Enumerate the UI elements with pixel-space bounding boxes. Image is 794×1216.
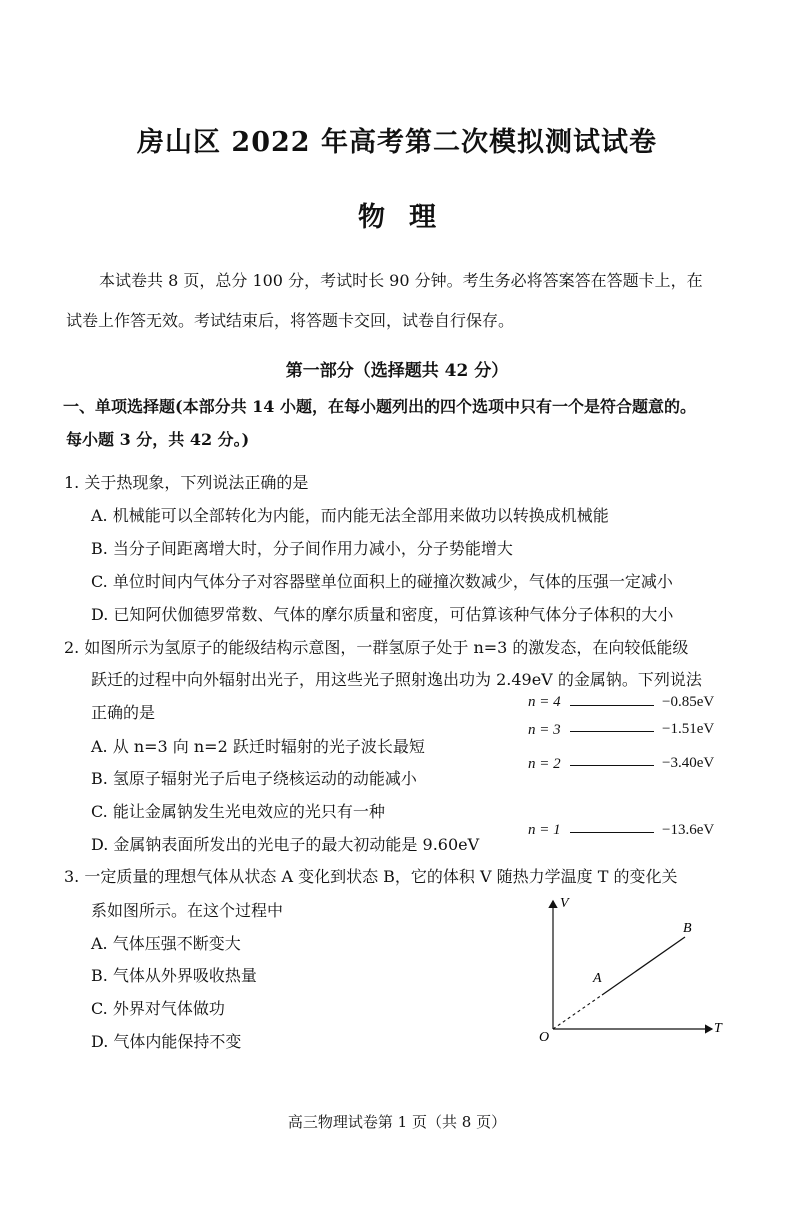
exam-title: 房山区 2022 年高考第二次模拟测试试卷 [137,127,657,158]
v-axis-label: V [560,896,569,911]
q2-option-c: C. 能让金属钠发生光电效应的光只有一种 [91,802,385,821]
level-n2-energy: −3.40eV [662,755,715,771]
extension-dashed-line [553,995,602,1029]
q2-option-a: A. 从 n=3 向 n=2 跃迁时辐射的光子波长最短 [91,737,425,756]
level-n3-line [570,731,654,732]
q2-option-b: B. 氢原子辐射光子后电子绕核运动的动能减小 [91,769,417,788]
process-line-a-to-b [602,937,685,995]
subject-title: 物理 [358,202,460,233]
level-n2-label: n = 2 [528,756,561,772]
level-n4-energy: −0.85eV [662,694,715,710]
q3-stem-line-2: 系如图所示。在这个过程中 [91,901,284,920]
q3-option-a: A. 气体压强不断变大 [91,934,241,953]
q1-option-a: A. 机械能可以全部转化为内能，而内能无法全部用来做功以转换成机械能 [91,506,609,525]
q1-stem: 1. 关于热现象，下列说法正确的是 [64,473,309,492]
intro-line-2: 试卷上作答无效。考试结束后，将答题卡交回，试卷自行保存。 [66,311,515,330]
section-heading-line-1: 一、单项选择题(本部分共 14 小题，在每小题列出的四个选项中只有一个是符合题意的。 [63,397,696,416]
q3-option-b: B. 气体从外界吸收热量 [91,966,257,985]
origin-label: O [539,1030,550,1045]
level-n3-label: n = 3 [528,722,561,738]
point-b-label: B [683,921,692,936]
level-n4-line [570,705,654,706]
level-n3-energy: −1.51eV [662,721,715,737]
t-axis-label: T [714,1021,722,1036]
level-n4-label: n = 4 [528,694,561,710]
level-n1-line [570,832,654,833]
q3-option-c: C. 外界对气体做功 [91,999,225,1018]
q2-stem-line-2: 跃迁的过程中向外辐射出光子，用这些光子照射逸出功为 2.49eV 的金属钠。下列说法 [91,670,702,689]
level-n1-energy: −13.6eV [662,822,715,838]
q2-option-d: D. 金属钠表面所发出的光电子的最大初动能是 9.60eV [91,835,480,854]
point-a-label: A [593,971,602,986]
q1-option-b: B. 当分子间距离增大时，分子间作用力减小，分子势能增大 [91,539,513,558]
level-n2-line [570,765,654,766]
page-footer: 高三物理试卷第 1 页（共 8 页） [287,1113,507,1131]
volume-temperature-graph [530,895,730,1045]
q1-option-d: D. 已知阿伏伽德罗常数、气体的摩尔质量和密度，可估算该种气体分子体积的大小 [91,605,674,624]
q2-stem-line-3: 正确的是 [91,703,156,722]
part-one-title: 第一部分（选择题共 42 分） [285,361,509,381]
intro-line-1: 本试卷共 8 页，总分 100 分，考试时长 90 分钟。考生务必将答案答在答题卡上，在 [99,271,703,290]
level-n1-label: n = 1 [528,822,561,838]
q2-stem-line-1: 2. 如图所示为氢原子的能级结构示意图，一群氢原子处于 n=3 的激发态，在向较低能级 [64,638,689,657]
section-heading-line-2: 每小题 3 分，共 42 分。) [66,430,250,449]
q1-option-c: C. 单位时间内气体分子对容器壁单位面积上的碰撞次数减少，气体的压强一定减小 [91,572,673,591]
q3-stem-line-1: 3. 一定质量的理想气体从状态 A 变化到状态 B，它的体积 V 随热力学温度 T 的变化关 [64,867,678,886]
q3-option-d: D. 气体内能保持不变 [91,1032,242,1051]
